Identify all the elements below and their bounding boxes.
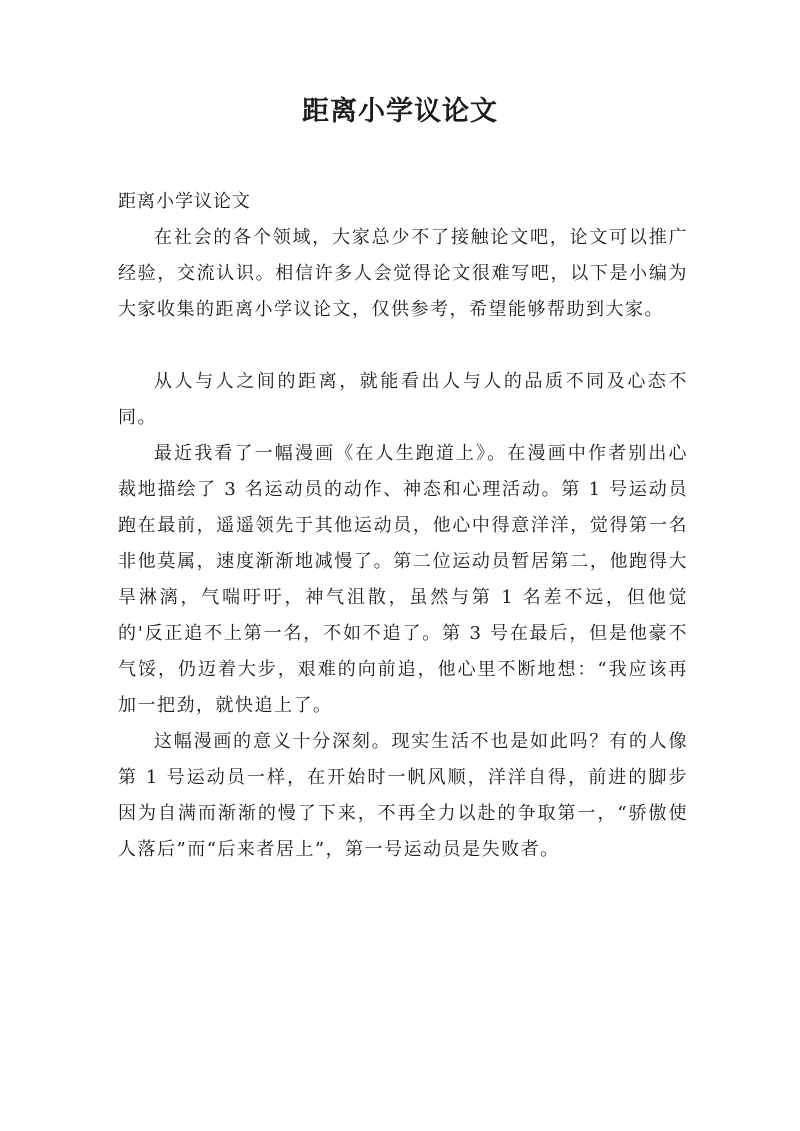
paragraph-intro: 在社会的各个领域，大家总少不了接触论文吧，论文可以推广经验，交流认识。相信许多人会觉得论文很难写吧，以下是小编为大家收集的距离小学议论文，仅供参考，希望能够帮助到大家。 <box>118 227 688 320</box>
document-body <box>118 184 688 868</box>
paragraph-meaning: 这幅漫画的意义十分深刻。现实生活不也是如此吗？有的人像第 1 号运动员一样，在开始时一帆风顺，洋洋自得，前进的脚步因为自满而渐渐的慢了下来，不再全力以赴的争取第一，“骄傲使人落后”而“后来者居上”，第一号运动员是失败者。 <box>118 731 688 860</box>
paragraph-distance: 从人与人之间的距离，就能看出人与人的品质不同及心态不同。 <box>118 371 688 428</box>
document-subtitle: 距离小学议论文 <box>118 191 251 212</box>
page-title: 距离小学议论文 <box>302 96 498 127</box>
paragraph-comic: 最近我看了一幅漫画《在人生跑道上》。在漫画中作者别出心裁地描绘了 3 名运动员的动作、神态和心理活动。第 1 号运动员跑在最前，遥遥领先于其他运动员，他心中得意洋洋，觉得第一名非他莫属，速度渐渐地减慢了。第二位运动员暂居第二，他跑得大旱淋漓，气喘吁吁，神气沮散，虽然与第 1 名差不远，但他觉的'反正追不上第一名，不如不追了。第 3 号在最后，但是他豪不气馁，仍迈着大步，艰难的向前追，他心里不断地想：“我应该再加一把劲，就快追上了。 <box>118 443 688 716</box>
